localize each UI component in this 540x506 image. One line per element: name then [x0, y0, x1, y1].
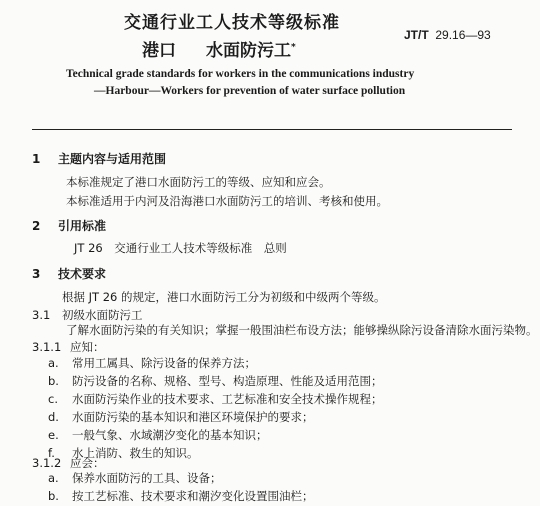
subsection-3-1-2-list [48, 470, 314, 506]
document-subtitle [142, 36, 296, 61]
list-item: d. 水面防污染的基本知识和港区环境保护的要求； [48, 410, 314, 424]
section-title: 技术要求 [58, 267, 107, 281]
subtitle-job: 水面防污工 [206, 41, 291, 61]
list-item: b. 防污设备的名称、规格、型号、构造原理、性能及适用范围； [48, 374, 383, 388]
subsection-number: 3.1 [32, 308, 51, 322]
list-item: a. 常用工属具、除污设备的保养方法； [48, 356, 256, 370]
list-item: a. 保养水面防污的工具、设备； [48, 471, 222, 485]
section-3-para-1: 根据 JT 26 的规定，港口水面防污工分为初级和中级两个等级。 [62, 290, 386, 304]
subsection-3-1-1-heading [32, 339, 105, 355]
list-item: b. 按工艺标准、技术要求和潮汐变化设置围油栏； [48, 489, 314, 503]
section-1-heading [32, 150, 166, 167]
english-title-line2: —Harbour—Workers for prevention of water surface pollution [94, 85, 406, 97]
subsection-title: 应知： [70, 340, 105, 354]
list-item: c. 水面防污染作业的技术要求、工艺标准和安全技术操作规程； [48, 392, 383, 406]
section-1-para-2: 本标准适用于内河及沿海港口水面防污工的培训、考核和使用。 [66, 194, 388, 208]
english-title-line1: Technical grade standards for workers in the communications industry [66, 68, 415, 80]
subsection-3-1-1-list [48, 355, 383, 463]
subtitle-category: 港口 [142, 41, 176, 61]
footnote-marker: * [291, 42, 296, 53]
subsection-3-1-para: 了解水面防污染的有关知识；掌握一般围油栏布设方法；能够操纵除污设备清除水面污染物。 [66, 323, 538, 337]
subsection-3-1-heading [32, 307, 143, 323]
subsection-number: 3.1.1 [32, 340, 62, 354]
section-2-heading [32, 217, 106, 234]
section-2-para-1: JT 26 交通行业工人技术等级标准 总则 [74, 241, 287, 255]
subsection-3-1-2-heading [32, 455, 105, 471]
section-1-para-1: 本标准规定了港口水面防污工的等级、应知和应会。 [66, 175, 331, 189]
list-item: f. 水上消防、救生的知识。 [48, 446, 199, 460]
header-divider [32, 129, 512, 130]
list-item: e. 一般气象、水域潮汐变化的基本知识； [48, 428, 268, 442]
section-title: 引用标准 [58, 219, 107, 233]
subsection-title: 初级水面防污工 [62, 308, 143, 322]
section-number: 1 [32, 152, 41, 166]
subsection-title: 应会： [70, 456, 105, 470]
document-title: 交通行业工人技术等级标准 [124, 13, 340, 33]
section-number: 3 [32, 267, 41, 281]
standard-num: 29.16—93 [435, 28, 491, 42]
subsection-number: 3.1.2 [32, 456, 62, 470]
section-3-heading [32, 265, 106, 282]
section-number: 2 [32, 219, 41, 233]
standard-number [404, 28, 491, 42]
standard-code: JT/T [404, 28, 429, 42]
section-title: 主题内容与适用范围 [58, 152, 167, 166]
